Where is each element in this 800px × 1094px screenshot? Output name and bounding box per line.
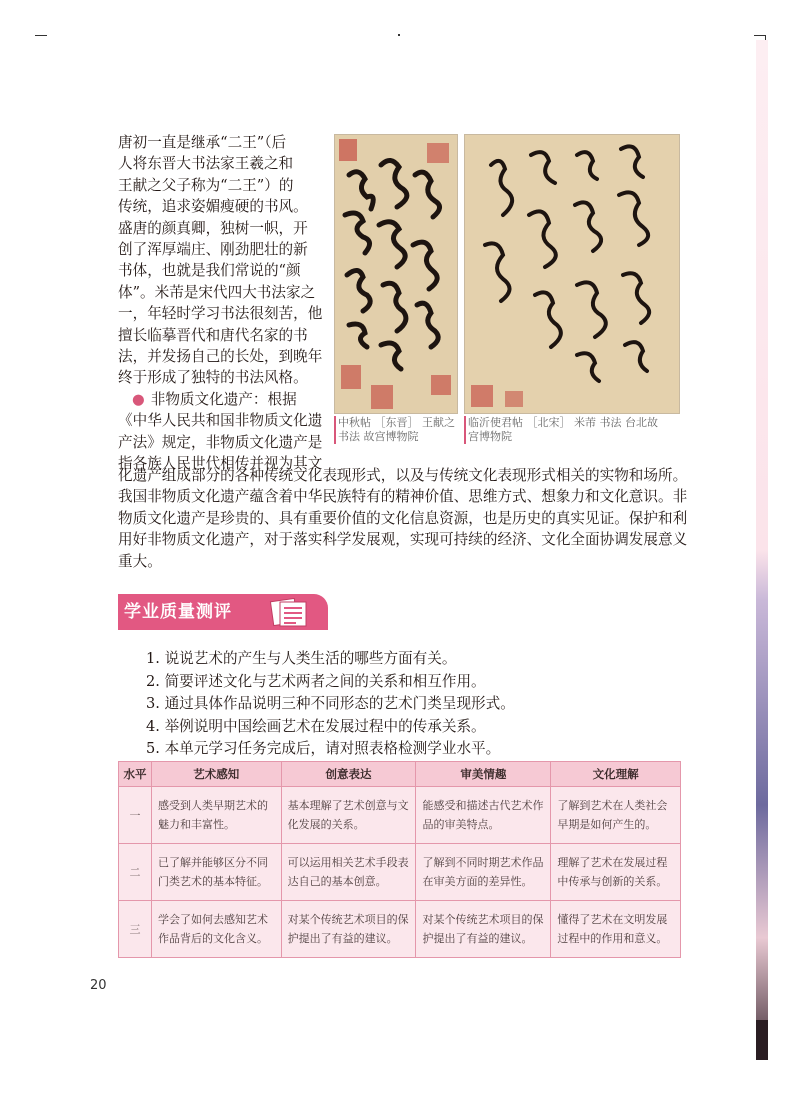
page-edge-strip-dark [756, 1020, 768, 1060]
caption-line: 中秋帖 ［东晋］ 王献之 [338, 416, 455, 429]
table-cell: 感受到人类早期艺术的魅力和丰富性。 [152, 787, 282, 844]
calligraphy-image-zhongqiu [334, 134, 458, 414]
table-cell-level: 一 [119, 787, 152, 844]
rubric-table [118, 761, 681, 958]
intro-line: 书体，也就是我们常说的“颜 [118, 262, 301, 280]
header-aesthetic-taste: 审美情趣 [416, 762, 551, 787]
header-art-perception: 艺术感知 [152, 762, 282, 787]
page-edge-strip [756, 40, 768, 1060]
intro-line: 擅长临摹晋代和唐代名家的书 [118, 326, 308, 344]
ich-paragraph-line: 用好非物质文化遗产，对于落实科学发展观，实现可持续的经济、文化全面协调发展意义 [118, 531, 688, 549]
caption-line: 宫博物院 [468, 430, 512, 443]
table-cell: 可以运用相关艺术手段表达自己的基本创意。 [281, 844, 416, 901]
intro-line: 盛唐的颜真卿，独树一帜，开 [118, 219, 308, 237]
question-list [146, 648, 515, 761]
intro-line: 终于形成了独特的书法风格。 [118, 369, 308, 387]
caption-line: 临沂使君帖 ［北宋］ 米芾 书法 台北故 [468, 416, 658, 429]
table-cell: 已了解并能够区分不同门类艺术的基本特征。 [152, 844, 282, 901]
calligraphy-illustration [465, 135, 679, 413]
rubric-header-row [119, 762, 681, 787]
question-item: 3. 通过具体作品说明三种不同形态的艺术门类呈现形式。 [146, 695, 515, 712]
table-cell-level: 三 [119, 901, 152, 958]
intro-line: 体”。米芾是宋代四大书法家之 [118, 283, 316, 301]
intro-line: 法，并发扬自己的长处，到晚年 [118, 348, 323, 366]
bullet-icon: ● [132, 390, 145, 408]
intro-line: 王献之父子称为“二王”）的 [118, 176, 294, 194]
ich-paragraph-line: 化遗产组成部分的各种传统文化表现形式，以及与传统文化表现形式相关的实物和场所。 [118, 467, 688, 484]
intro-line: 一，年轻时学习书法很刻苦，他 [118, 305, 323, 323]
calligraphy-illustration [335, 135, 457, 413]
section-title: 学业质量测评 [124, 602, 232, 622]
ich-term: 非物质文化遗产：根据 [150, 390, 297, 408]
table-cell: 了解到不同时期艺术作品在审美方面的差异性。 [416, 844, 551, 901]
ich-line [118, 389, 326, 410]
intro-line: 创了浑厚端庄、刚劲肥壮的新 [118, 241, 308, 259]
table-row [119, 901, 681, 958]
question-item: 1. 说说艺术的产生与人类生活的哪些方面有关。 [146, 650, 457, 667]
header-level: 水平 [119, 762, 152, 787]
header-creative-expression: 创意表达 [281, 762, 416, 787]
section-header [118, 594, 328, 630]
calligraphy-image-linyi [464, 134, 680, 414]
question-item: 5. 本单元学习任务完成后，请对照表格检测学业水平。 [146, 740, 501, 757]
table-row [119, 787, 681, 844]
table-row [119, 844, 681, 901]
table-cell: 对某个传统艺术项目的保护提出了有益的建议。 [416, 901, 551, 958]
intro-paragraph [118, 132, 326, 475]
table-cell: 懂得了艺术在文明发展过程中的作用和意义。 [551, 901, 681, 958]
document-icon [268, 598, 310, 628]
ich-line: 产法》规定，非物质文化遗产是 [118, 433, 323, 451]
ich-paragraph-line: 我国非物质文化遗产蕴含着中华民族特有的精神价值、思维方式、想象力和文化意识。非 [118, 488, 688, 506]
ich-line: 指各族人民世代相传并视为其文 [118, 455, 323, 473]
ich-line: 《中华人民共和国非物质文化遗 [118, 412, 323, 430]
ich-paragraph [118, 465, 692, 572]
header-cultural-understanding: 文化理解 [551, 762, 681, 787]
caption-line: 书法 故宫博物院 [338, 430, 419, 443]
question-item: 4. 举例说明中国绘画艺术在发展过程中的传承关系。 [146, 717, 486, 735]
intro-line: 人将东晋大书法家王羲之和 [118, 155, 294, 173]
crop-mark-top-left [35, 35, 47, 36]
intro-line: 传统，追求姿媚瘦硬的书风。 [118, 198, 308, 216]
table-cell: 能感受和描述古代艺术作品的审美特点。 [416, 787, 551, 844]
table-cell-level: 二 [119, 844, 152, 901]
crop-mark-top-center [398, 34, 400, 36]
table-cell: 基本理解了艺术创意与文化发展的关系。 [281, 787, 416, 844]
figure-caption-linyi [464, 416, 682, 444]
intro-line: 唐初一直是继承“二王”（后 [118, 134, 287, 151]
table-cell: 理解了艺术在发展过程中传承与创新的关系。 [551, 844, 681, 901]
table-cell: 了解到艺术在人类社会早期是如何产生的。 [551, 787, 681, 844]
question-item: 2. 简要评述文化与艺术两者之间的关系和相互作用。 [146, 672, 486, 690]
table-cell: 学会了如何去感知艺术作品背后的文化含义。 [152, 901, 282, 958]
page-number: 20 [90, 978, 107, 993]
table-cell: 对某个传统艺术项目的保护提出了有益的建议。 [281, 901, 416, 958]
figure-caption-zhongqiu [334, 416, 460, 444]
ich-paragraph-line: 物质文化遗产是珍贵的、具有重要价值的文化信息资源，也是历史的真实见证。保护和利 [118, 509, 688, 527]
ich-paragraph-line: 重大。 [118, 552, 162, 570]
